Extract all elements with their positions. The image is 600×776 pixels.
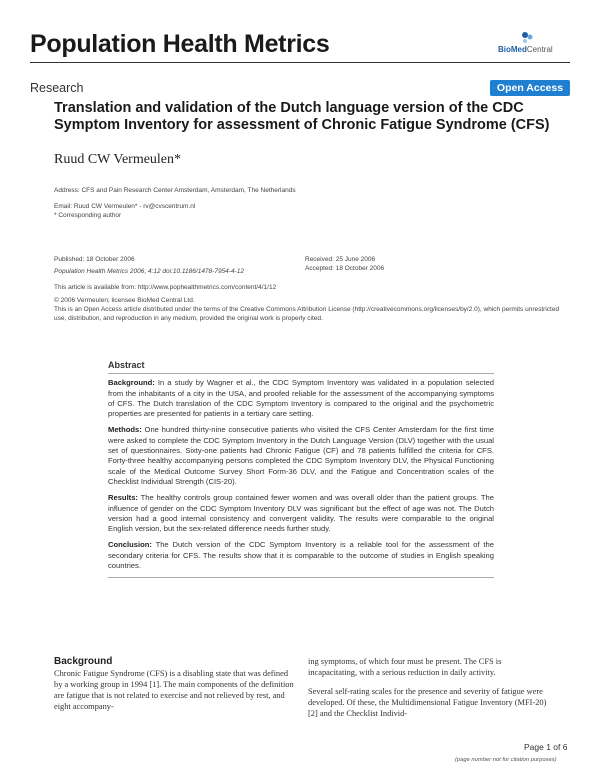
body-paragraph: Several self-rating scales for the presence and severity of fatigue were developed. Of these, the Multidimensional Fatigue Inventory (MFI-20) [2] and the Checklist Individ- — [308, 687, 547, 718]
body-column-left: Chronic Fatigue Syndrome (CFS) is a disabling state that was defined by a working group in 1994 [1]. The main components of the definition are fatigue that is not related to exercise and not relieved by rest, and eight accompany- — [54, 669, 294, 711]
article-author: Ruud CW Vermeulen* — [54, 152, 182, 167]
citation: Population Health Metrics 2006, 4:12 doi:10.1186/1478-7954-4-12 — [54, 268, 244, 275]
abstract-divider — [108, 577, 494, 578]
author-email[interactable]: Email: Ruud CW Vermeulen* - rv@cvscentrum.nl — [54, 203, 196, 210]
section-heading-background: Background — [54, 656, 113, 667]
corresponding-note: * Corresponding author — [54, 212, 122, 219]
page-note: (page number not for citation purposes) — [455, 757, 557, 763]
body-column-right — [308, 656, 548, 727]
section-label: Research — [30, 81, 84, 95]
published-date: Published: 18 October 2006 — [54, 256, 135, 263]
body-paragraph: ing symptoms, of which four must be present. The CFS is incapacitating, with a serious reduction in daily activity. — [308, 657, 502, 677]
author-address: Address: CFS and Pain Research Center Amsterdam, Amsterdam, The Netherlands — [54, 187, 296, 194]
publisher-logo[interactable] — [498, 30, 570, 56]
abstract-methods: Methods: One hundred thirty-nine consecutive patients who visited the CFS Center Amsterdam for the first time were asked to complete the CDC Symptom Inventory in the Dutch Language Version (DLV) together with the usual set of questionnaires. Sixty-one patients had Chronic Fatigue (CF) and 78 patients fulfilled the criteria for CFS. Forty-three healthy accompanying persons completed the CDC Symptom Inventory DLV, the Physical Functioning scale of the Medical Outcome Survey Short Form-36 DLV, and the Fatigue and Concentration scales of the Checklist Individual Strength (CIS-20). — [108, 425, 494, 486]
abstract-box — [108, 360, 494, 578]
abstract-heading: Abstract — [108, 360, 494, 374]
abstract-background: Background: In a study by Wagner et al., the CDC Symptom Inventory was validated in a population selected from the inhabitants of a city in the USA, and proofed reliable for the assessment of the accompanying symptoms of CFS. The Dutch translation of the CDC Symptom Inventory is compared to the original and the psychometric properties are presented for patients in a tertiary care setting. — [108, 378, 494, 419]
received-date: Received: 25 June 2006 — [305, 256, 376, 263]
accepted-date: Accepted: 18 October 2006 — [305, 265, 385, 272]
license-text: This is an Open Access article distributed under the terms of the Creative Commons Attribution License (http://creativecommons.org/licenses/by/2.0), which permits unrestricted use, distribution, and reproduction in any medium, provided the original work is properly cited. — [54, 306, 560, 322]
abstract-results: Results: The healthy controls group contained fewer women and was overall older than the patient groups. The influence of gender on the CDC Symptom Inventory DLV was significant but the effect of age was not. The Dutch version had a good internal consistency and convergent validity. The results were comparable to the original English version, but the sex-related difference needs further study. — [108, 493, 494, 534]
availability-link[interactable]: This article is available from: http://www.pophealthmetrics.com/content/4/1/12 — [54, 284, 277, 291]
abstract-conclusion: Conclusion: The Dutch version of the CDC Symptom Inventory is a reliable tool for the assessment of the secondary criteria for CFS. The results show that it is comparable to the outcome of studies in English speaking countries. — [108, 540, 494, 571]
open-access-badge[interactable]: Open Access — [490, 80, 570, 96]
journal-title: Population Health Metrics — [30, 30, 330, 58]
header-rule — [30, 62, 570, 63]
biomed-logo-icon — [520, 30, 534, 44]
copyright: © 2006 Vermeulen; licensee BioMed Central Ltd. — [54, 297, 195, 304]
article-title: Translation and validation of the Dutch language version of the CDC Symptom Inventory for assessment of Chronic Fatigue Syndrome (CFS) — [54, 100, 550, 133]
publisher-name: BioMedCentral — [498, 45, 553, 54]
page-number: Page 1 of 6 — [524, 742, 568, 752]
